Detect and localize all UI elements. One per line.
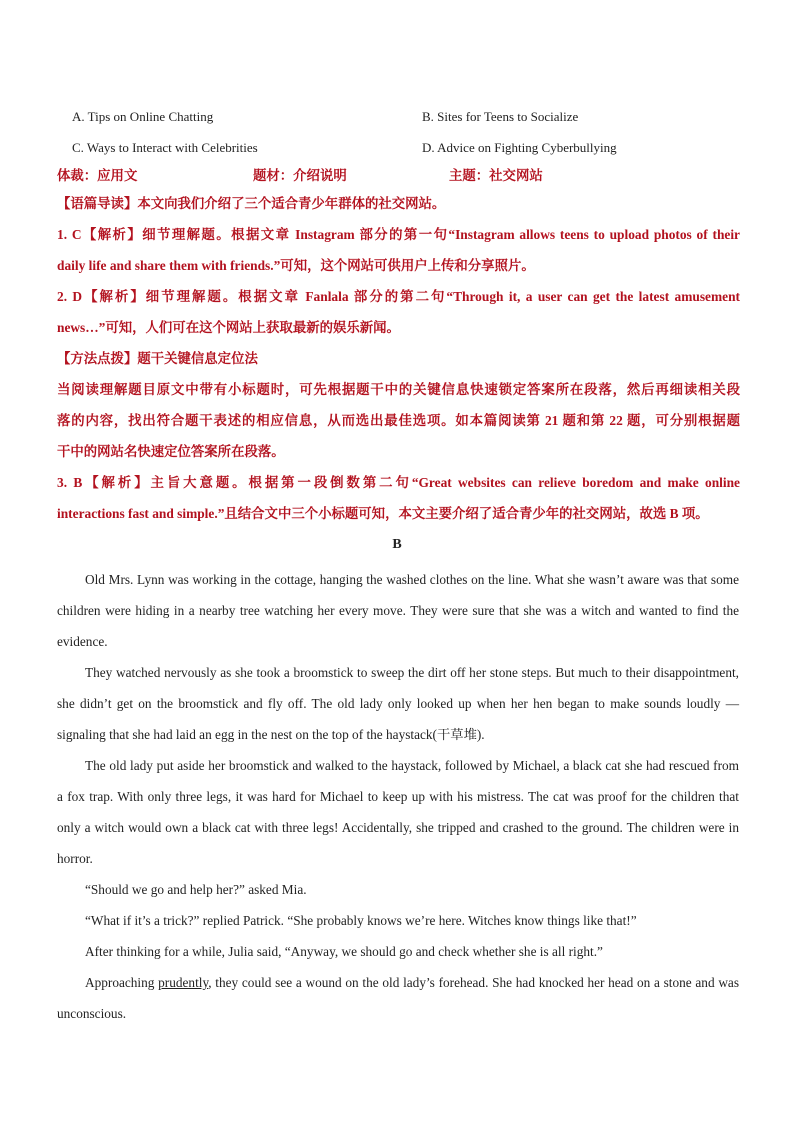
method-line-1: 当阅读理解题目原文中带有小标题时，可先根据题干中的关键信息快速锁定答案所在段落，然后再细读相关段	[57, 382, 740, 397]
meta-row	[57, 161, 740, 188]
underlined-word: prudently	[158, 975, 209, 990]
answer-analysis	[57, 161, 740, 529]
passage-paragraph-1: Old Mrs. Lynn was working in the cottage, hanging the washed clothes on the line. What she wasn’t aware was that some children were hiding in a nearby tree watching her every move. They were sure that she was a witch and wanted to find the evidence.	[57, 572, 739, 649]
theme-label: 主题：社交网站	[449, 168, 543, 183]
q2-analysis-line-1: 2. D【解析】细节理解题。根据文章 Fanlala 部分的第二句“Through it, a user can get the latest amusement	[57, 289, 740, 304]
p7-rest-text: , they could see a wound on the old lady’s forehead. She had knocked her head on a stone and was unconscious.	[57, 975, 739, 1021]
option-d: D. Advice on Fighting Cyberbullying	[422, 139, 617, 155]
method-line-2: 落的内容，找出符合题干表述的相应信息，从而选出最佳选项。如本篇阅读第 21 题和第 22 题，可分别根据题	[57, 413, 740, 428]
method-title: 【方法点拨】题干关键信息定位法	[57, 351, 258, 366]
reading-passage	[57, 564, 739, 1029]
passage-paragraph-2: They watched nervously as she took a broomstick to sweep the dirt off her stone steps. But much to their disappointment, she didn’t get on the broomstick and fly off. The old lady only looked up when her hen began to make sounds loudly —signaling that she had laid an egg in the nest on the top of the haystack(干草堆).	[57, 665, 739, 742]
option-c: C. Ways to Interact with Celebrities	[72, 139, 258, 155]
q3-analysis-line-2: interactions fast and simple.”且结合文中三个小标题可知，本文主要介绍了适合青少年的社交网站，故选 B 项。	[57, 506, 709, 521]
section-heading: B	[392, 537, 402, 552]
q2-analysis-line-2: news…”可知，人们可在这个网站上获取最新的娱乐新闻。	[57, 320, 400, 335]
option-a: A. Tips on Online Chatting	[72, 108, 214, 124]
method-line-3: 干中的网站名快速定位答案所在段落。	[57, 444, 285, 459]
topic-label: 题材：介绍说明	[253, 168, 347, 183]
options-row-2	[72, 132, 752, 163]
q1-analysis-line-2: daily life and share them with friends.”可知，这个网站可供用户上传和分享照片。	[57, 258, 535, 273]
q1-analysis-line-1: 1. C【解析】细节理解题。根据文章 Instagram 部分的第一句“Instagram allows teens to upload photos of their	[57, 227, 740, 242]
genre-label: 体裁：应用文	[57, 168, 138, 183]
p7-lead-text: Approaching	[85, 975, 159, 990]
passage-guide: 【语篇导读】本文向我们介绍了三个适合青少年群体的社交网站。	[57, 196, 446, 211]
passage-paragraph-4: “Should we go and help her?” asked Mia.	[85, 882, 307, 897]
passage-paragraph-7	[57, 967, 739, 1029]
passage-paragraph-5: “What if it’s a trick?” replied Patrick. “She probably knows we’re here. Witches know things like that!”	[85, 913, 637, 928]
q3-analysis-line-1: 3. B【解析】主旨大意题。根据第一段倒数第二句“Great websites can relieve boredom and make online	[57, 475, 740, 490]
passage-paragraph-3: The old lady put aside her broomstick and walked to the haystack, followed by Michael, a black cat she had rescued from a fox trap. With only three legs, it was hard for Michael to keep up with his mistress. The cat was proof for the children that only a witch would own a black cat with three legs! Accidentally, she tripped and crashed to the ground. The children were in horror.	[57, 758, 739, 866]
passage-paragraph-6: After thinking for a while, Julia said, “Anyway, we should go and check whether she is all right.”	[85, 944, 603, 959]
options-row-1	[72, 101, 752, 132]
option-b: B. Sites for Teens to Socialize	[422, 108, 579, 124]
answer-options	[72, 101, 752, 163]
